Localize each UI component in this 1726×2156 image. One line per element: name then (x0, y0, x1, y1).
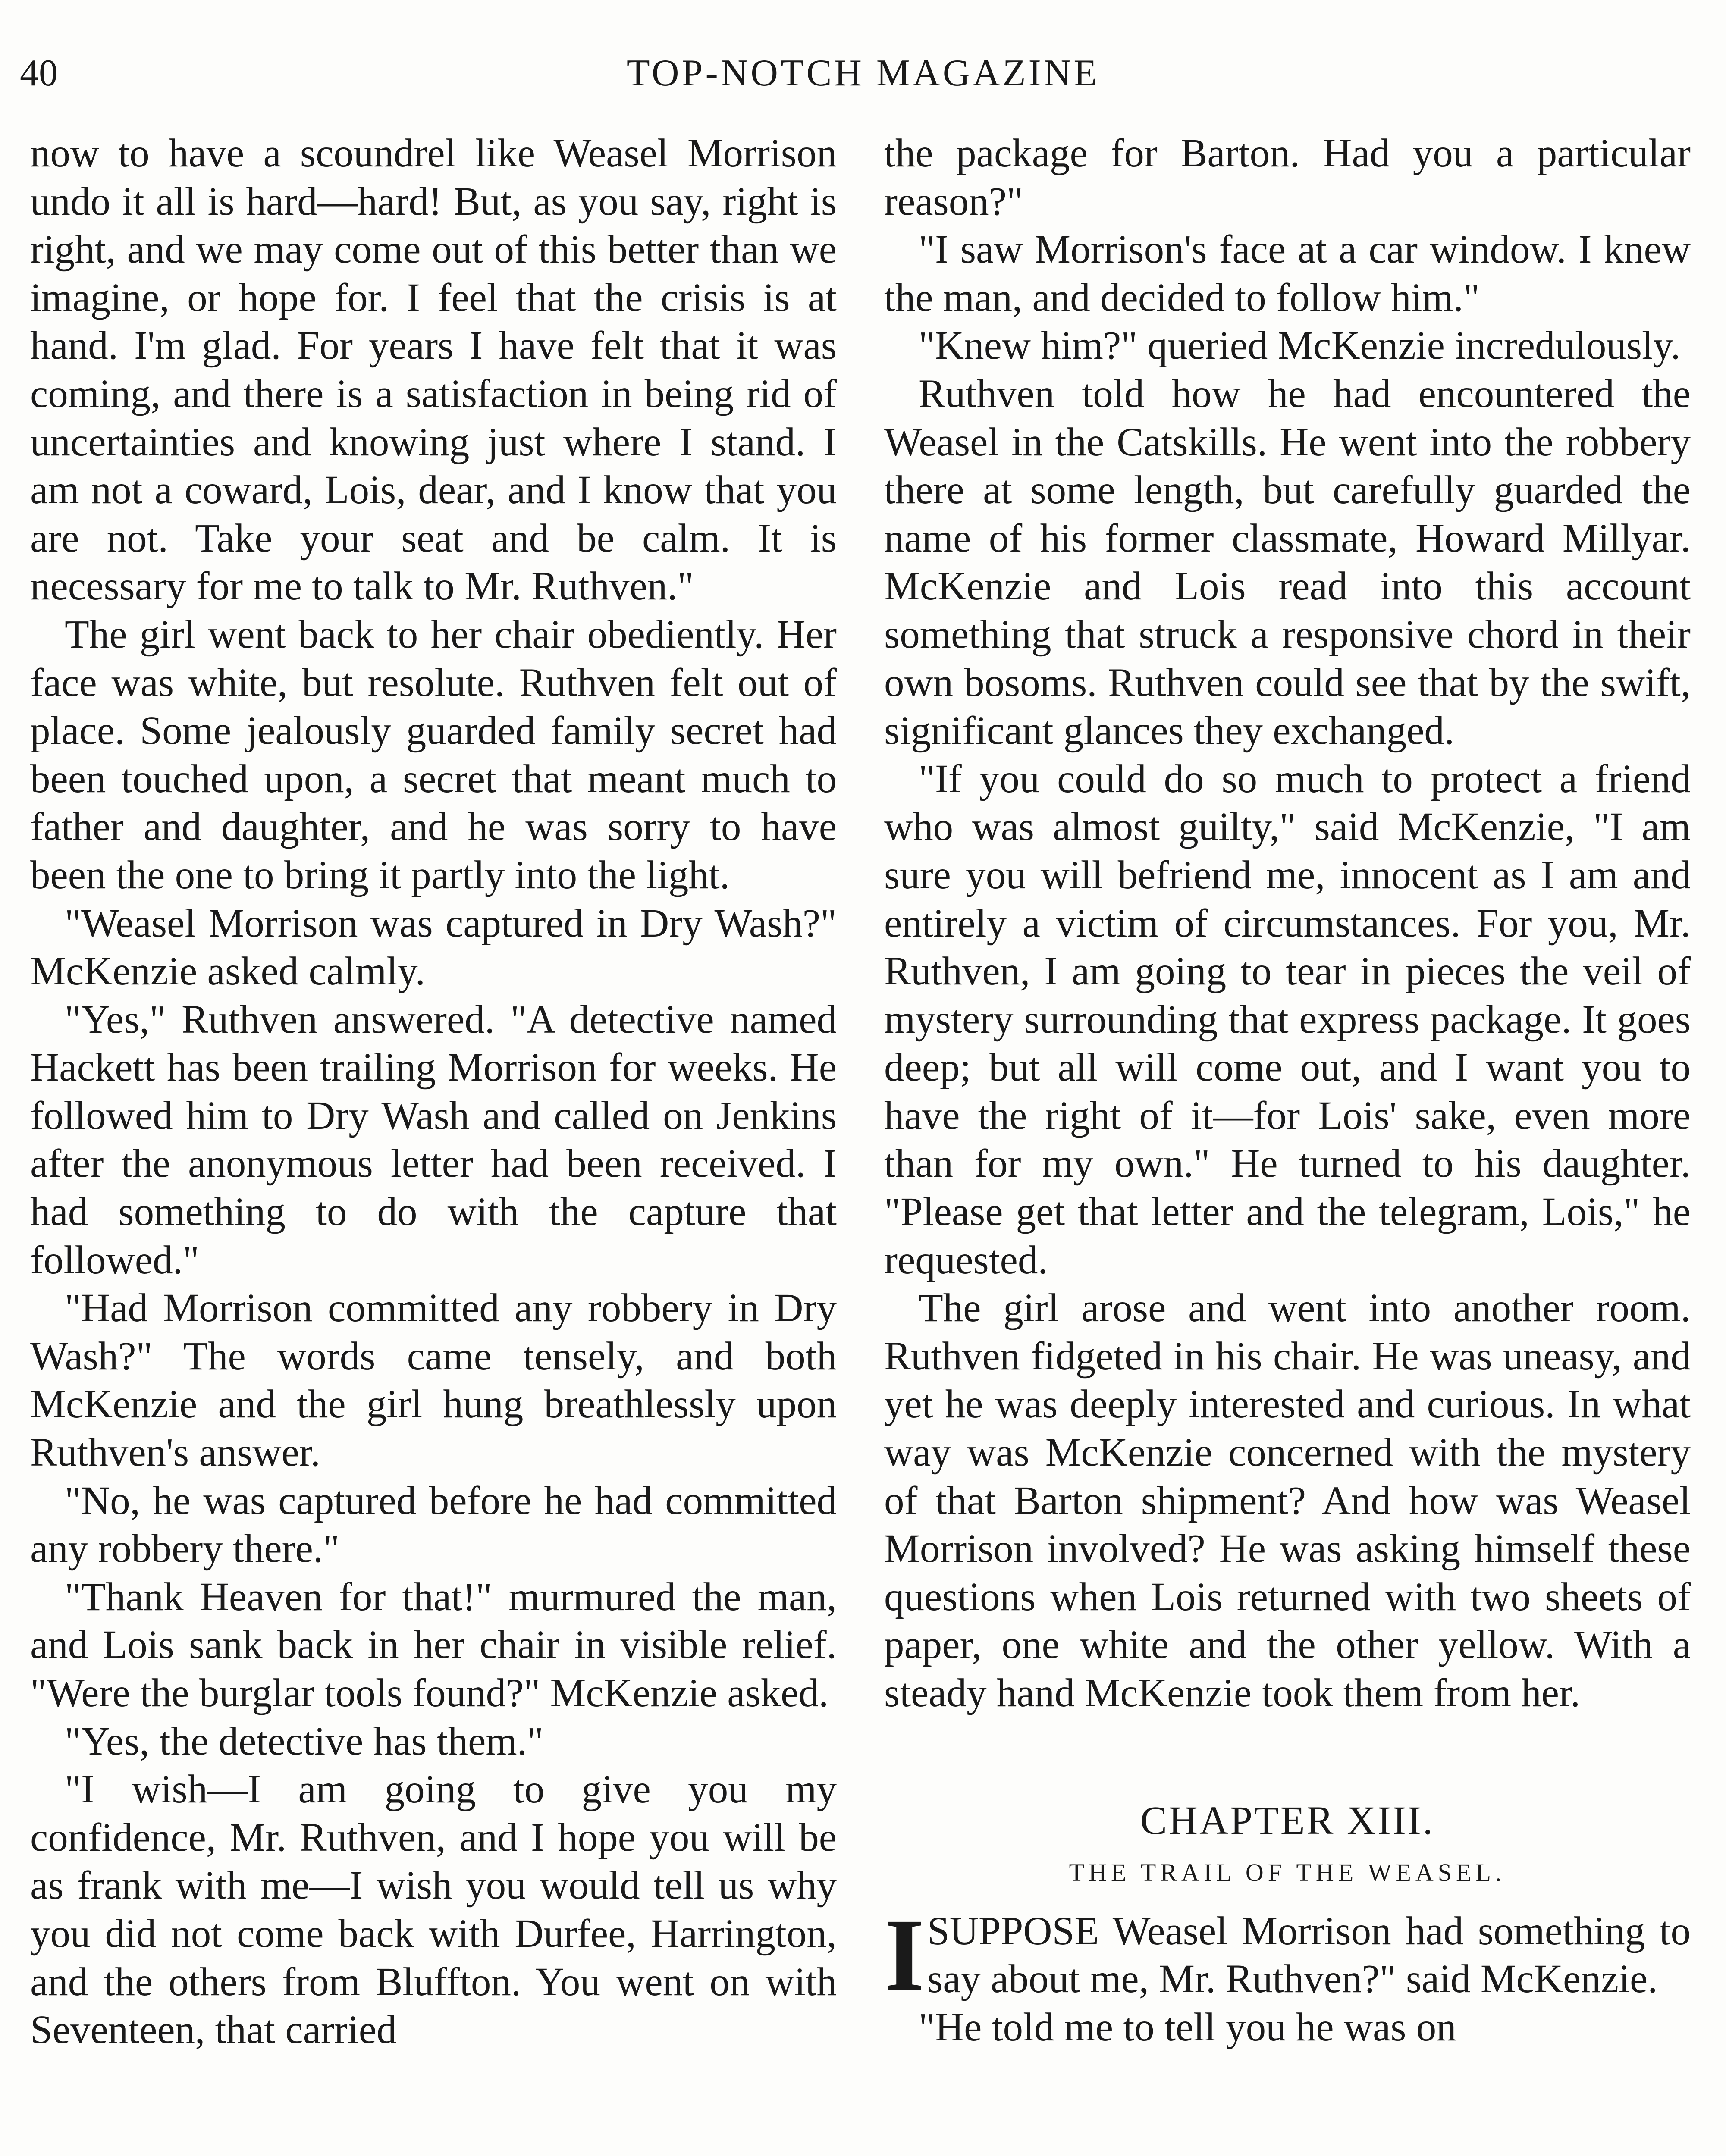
chapter-opening-paragraph (884, 1897, 1691, 2012)
chapter-subtitle: THE TRAIL OF THE WEASEL. (1069, 1858, 1506, 1887)
paragraph: "Had Morrison committed any robbery in Dry Wash?" The words came tensely, and both McKenzie and the girl hung breathlessly upon Ruthven's answer. (30, 1286, 837, 1475)
paragraph: "Yes," Ruthven answered. "A detective named Hackett has been trailing Morrison for weeks. He followed him to Dry Wash and called on Jenkins after the anonymous letter had been received. I had something to do with the capture that followed." (30, 997, 837, 1282)
chapter-heading (884, 1795, 1691, 1890)
paragraph: "Yes, the detective has them." (65, 1719, 543, 1764)
paragraph: The girl went back to her chair obediently. Her face was white, but resolute. Ruthven felt out of place. Some jealously guarded family secret had been touched upon, a secret that meant much to father and daughter, and he was sorry to have been the one to bring it partly into the light. (30, 612, 837, 897)
paragraph: "I saw Morrison's face at a car window. I knew the man, and decided to follow him." (884, 227, 1691, 320)
paragraph: "Knew him?" queried McKenzie incredulously. (919, 323, 1681, 368)
paragraph: "He told me to tell you he was on (919, 2005, 1456, 2049)
paragraph: Ruthven told how he had encountered the Weasel in the Catskills. He went into the robbery there at some length, but carefully guarded the name of his former classmate, Howard Millyar. McKenzie and Lois read into this account something that struck a responsive chord in their own bosoms. Ruthven could see that by the swift, significant glances they exchanged. (884, 371, 1691, 753)
drop-cap: I (884, 1897, 925, 2012)
left-column (30, 129, 837, 2054)
page-number: 40 (20, 52, 58, 94)
paragraph: the package for Barton. Had you a particular reason?" (884, 131, 1691, 224)
paragraph: The girl arose and went into another room. Ruthven fidgeted in his chair. He was uneasy, and yet he was deeply interested and curious. In what way was McKenzie concerned with the mystery of that Barton shipment? And how was Weasel Morrison involved? He was asking himself these questions when Lois returned with two sheets of paper, one white and the other yellow. With a steady hand McKenzie took them from her. (884, 1286, 1691, 1715)
right-column (884, 129, 1691, 2051)
page-header (0, 47, 1726, 99)
chapter-opening-text: SUPPOSE Weasel Morrison had something to say about me, Mr. Ruthven?" said McKenzie. (927, 1908, 1691, 2002)
paragraph: "No, he was captured before he had committed any robbery there." (30, 1478, 837, 1571)
paragraph: "I wish—I am going to give you my confidence, Mr. Ruthven, and I hope you will be as frank with me—I wish you would tell us why you did not come back with Durfee, Harrington, and the others from Bluffton. You went on with Seventeen, that carried (30, 1767, 837, 2053)
paragraph: now to have a scoundrel like Weasel Morrison undo it all is hard—hard! But, as you say, right is right, and we may come out of this better than we imagine, or hope for. I feel that the crisis is at hand. I'm glad. For years I have felt that it was coming, and there is a satisfaction in being rid of uncertainties and knowing just where I stand. I am not a coward, Lois, dear, and I know that you are not. Take your seat and be calm. It is necessary for me to talk to Mr. Ruthven." (30, 131, 837, 609)
paragraph: "Thank Heaven for that!" murmured the man, and Lois sank back in her chair in visible relief. "Were the burglar tools found?" McKenzie asked. (30, 1574, 837, 1715)
paragraph: "Weasel Morrison was captured in Dry Wash?" McKenzie asked calmly. (30, 901, 837, 994)
paragraph: "If you could do so much to protect a friend who was almost guilty," said McKenzie, "I am sure you will befriend me, innocent as I am and entirely a victim of circumstances. For you, Mr. Ruthven, I am going to tear in pieces the veil of mystery surrounding that express package. It goes deep; but all will come out, and I want you to have the right of it—for Lois' sake, even more than for my own." He turned to his daughter. "Please get that letter and the telegram, Lois," he requested. (884, 756, 1691, 1282)
chapter-title: CHAPTER XIII. (1140, 1798, 1435, 1843)
running-head: TOP-NOTCH MAGAZINE (626, 52, 1100, 94)
